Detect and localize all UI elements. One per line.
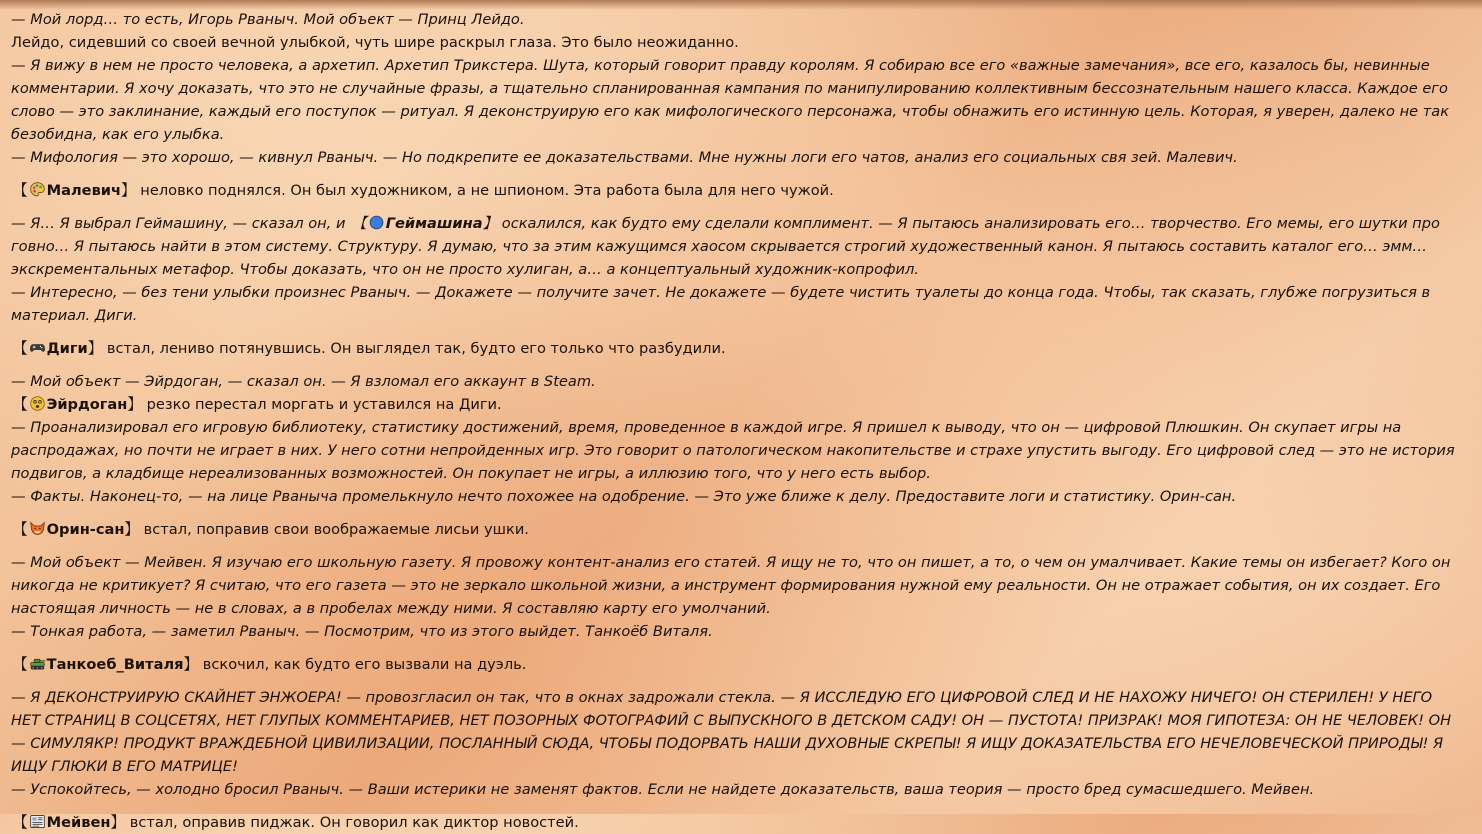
dialogue-text: — Я… Я выбрал Геймашину, — сказал он, и <box>11 215 351 232</box>
character-tag-erdogan: 【 Эйрдоган】 <box>13 396 142 413</box>
narration-text: встал, лениво потянувшись. Он выглядел так, будто его только что разбудили. <box>102 340 726 357</box>
character-tag-malevich: 【 Малевич】 <box>13 182 136 199</box>
dialogue-line: — Интересно, — без тени улыбки произнес Рваныч. — Докажете — получите зачет. Не докажете — будете чистить туалеты до конца года. Чтобы, так сказать, глубже погрузиться в материал. Диги. <box>11 284 1431 324</box>
character-line-erdogan <box>11 393 1461 416</box>
dialogue-line: — Проанализировал его игровую библиотеку, статистику достижений, время, проведенное в каждой игре. Я пришел к выводу, что он — цифровой Плюшкин. Он скупает игры на распродажах, но почти не играет в них. У него сотни непройденных игр. Это говорит о патологическом накопительстве и страхе упустить выгоду. Его цифровой след — это не история подвигов, а кладбище нереализованных возможностей. Он покупает не игры, а иллюзию того, что у него есть выбор. <box>11 419 1455 482</box>
narration-text: резко перестал моргать и уставился на Диги. <box>141 396 502 413</box>
character-tag-orin: 【 Орин-сан】 <box>13 521 140 538</box>
dialogue-line: — Мой лорд… то есть, Игорь Рваныч. Мой объект — Принц Лейдо. <box>11 11 525 28</box>
character-tag-tank: 【 Танкоеб_Виталя】 <box>13 656 199 673</box>
dialogue-line <box>11 212 1461 281</box>
tank-icon <box>29 655 46 672</box>
gamepad-icon <box>29 339 46 356</box>
blue-circle-icon <box>368 214 385 231</box>
character-line-tank <box>11 653 1461 676</box>
character-line-maiven <box>11 811 1461 834</box>
dialogue-line: — Я ДЕКОНСТРУИРУЮ СКАЙНЕТ ЭНЖОЕРА! — провозгласил он так, что в окнах задрожали стекла. — Я ИССЛЕДУЮ ЕГО ЦИФРОВОЙ СЛЕД И НЕ НАХОЖУ НИЧЕГО! ОН СТЕРИЛЕН! У НЕГО НЕТ СТРАНИЦ В СОЦСЕТЯХ, НЕТ ГЛУПЫХ КОММЕНТАРИЕВ, НЕТ ПОЗОРНЫХ ФОТОГРАФИЙ С ВЫПУСКНОГО В ДЕТСКОМ САДУ! ОН — ПУСТОТА! ПРИЗРАК! МОЯ ГИПОТЕЗА: ОН НЕ ЧЕЛОВЕК! ОН — СИМУЛЯКР! ПРОДУКТ ВРАЖДЕБНОЙ ЦИВИЛИЗАЦИИ, ПОСЛАННЫЙ СЮДА, ЧТОБЫ ПОДОРВАТЬ НАШИ ДУХОВНЫЕ СКРЕПЫ! Я ИЩУ ДОКАЗАТЕЛЬСТВА ЕГО НЕЧЕЛОВЕЧЕСКОЙ ПРИРОДЫ! Я ИЩУ ГЛЮКИ В ЕГО МАТРИЦЕ! <box>11 689 1452 775</box>
character-line-orin <box>11 518 1461 541</box>
dialogue-text: оскалился, как будто ему сделали комплимент. — Я пытаюсь анализировать его… творчество. Его мемы, его шутки про говно… Я пытаюсь найти в этом систему. Структуру. Я думаю, что за этим кажущимся хаосом скрывается строгий художественный канон. Я пытаюсь составить каталог его… эмм… экскрементальных метафор. Чтобы доказать, что он не просто хулиган, а… а концептуальный художник-копрофил. <box>11 215 1440 278</box>
narration-text: вскочил, как будто его вызвали на дуэль. <box>198 656 527 673</box>
character-line-malevich <box>11 179 1461 202</box>
dialogue-line: — Мой объект — Мейвен. Я изучаю его школьную газету. Я провожу контент-анализ его статей. Я ищу не то, что он пишет, а то, о чем он умалчивает. Какие темы он избегает? Кого он никогда не критикует? Я считаю, что его газета — это не зеркало школьной жизни, а инструмент формирования нужной ему реальности. Он не отражает события, он их создает. Его настоящая личность — не в словах, а в пробелах между ними. Я составляю карту его умолчаний. <box>11 554 1451 617</box>
character-tag-maiven: 【 Мейвен】 <box>13 814 126 831</box>
dialogue-line: — Факты. Наконец-то, — на лице Рваныча промелькнуло нечто похожее на одобрение. — Это уже ближе к делу. Предоставите логи и статистику. Орин-сан. <box>11 488 1237 505</box>
narration-text: встал, оправив пиджак. Он говорил как диктор новостей. <box>125 814 579 831</box>
dialogue-line: — Тонкая работа, — заметил Рваныч. — Посмотрим, что из этого выйдет. Танкоёб Виталя. <box>11 623 713 640</box>
dialogue-line: — Мой объект — Эйрдоган, — сказал он. — Я взломал его аккаунт в Steam. <box>11 373 596 390</box>
character-line-digi <box>11 337 1461 360</box>
story-text <box>11 8 1461 834</box>
fox-icon <box>29 520 46 537</box>
narration-line: Лейдо, сидевший со своей вечной улыбкой, чуть шире раскрыл глаза. Это было неожиданно. <box>11 34 739 51</box>
dialogue-line: — Я вижу в нем не просто человека, а архетип. Архетип Трикстера. Шута, который говорит правду королям. Я собираю все его «важные замечания», все его, казалось бы, невинные комментарии. Я хочу доказать, что это не случайные фразы, а тщательно спланированная кампания по манипулированию коллективным бессознательным нашего класса. Каждое его слово — это заклинание, каждый его поступок — ритуал. Я деконструирую его как мифологического персонажа, чтобы обнажить его истинную цель. Которая, я уверен, далеко не так безобидна, как его улыбка. <box>11 57 1450 143</box>
dizzy-face-icon <box>29 395 46 412</box>
character-tag-digi: 【 Диги】 <box>13 340 103 357</box>
dialogue-line: — Мифология — это хорошо, — кивнул Рваныч. — Но подкрепите ее доказательствами. Мне нужны логи его чатов, анализ его социальных свя зей. Малевич. <box>11 149 1238 166</box>
dialogue-line: — Успокойтесь, — холодно бросил Рваныч. — Ваши истерики не заменят фактов. Если не найдете доказательств, ваша теория — просто бред сумасшедшего. Мейвен. <box>11 781 1315 798</box>
character-tag-geimashina: 【 Геймашина】 <box>352 215 498 232</box>
newspaper-icon <box>29 813 46 830</box>
narration-text: неловко поднялся. Он был художником, а не шпионом. Эта работа была для него чужой. <box>135 182 834 199</box>
narration-text: встал, поправив свои воображаемые лисьи ушки. <box>139 521 529 538</box>
palette-icon <box>29 181 46 198</box>
